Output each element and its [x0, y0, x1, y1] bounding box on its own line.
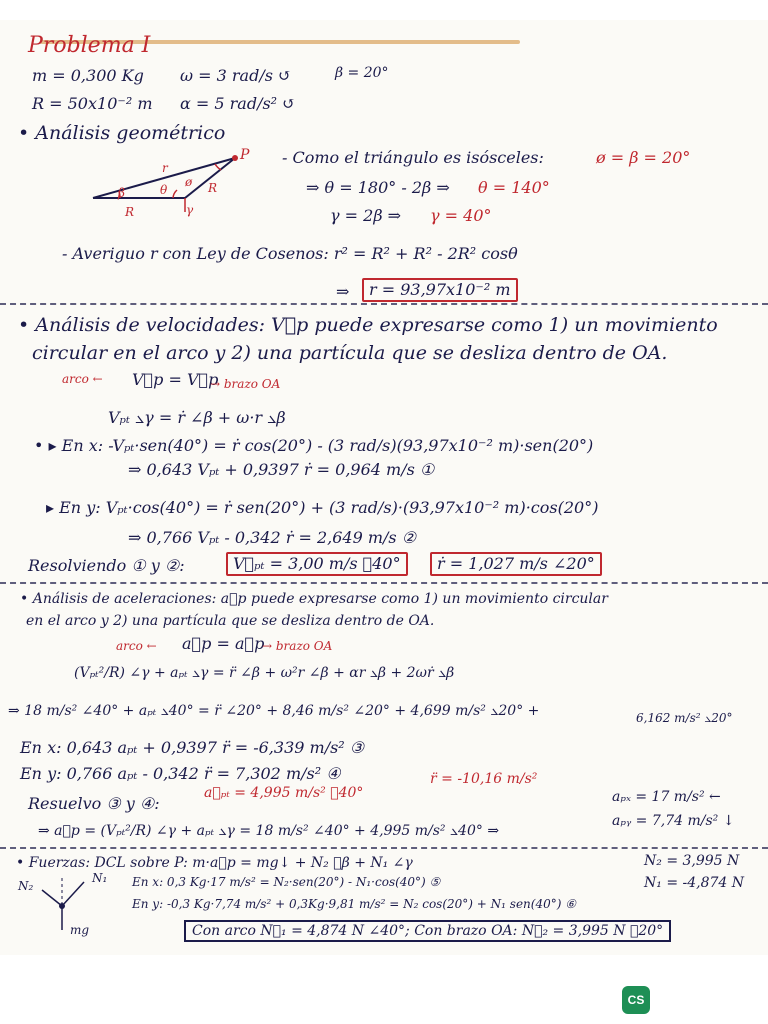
- n2-value: N₂ = 3,995 N: [644, 853, 740, 869]
- acceleration-numeric-eq: ⇒ 18 m/s² ∠40° + aₚₜ ⦣40° = r̈ ∠20° + 8,46 m/s² ∠20° + 4,699 m/s² ⦣20° +: [8, 703, 540, 719]
- given-mass: m = 0,300 Kg: [32, 66, 144, 85]
- r-result-arrow: ⇒: [336, 282, 350, 301]
- geometric-heading: • Análisis geométrico: [18, 122, 226, 144]
- rddot-result: r̈ = -10,16 m/s²: [430, 771, 538, 787]
- given-omega: ω = 3 rad/s ↺: [180, 66, 292, 85]
- velocity-heading-line2: circular en el arco y 2) una partícula que se desliza dentro de OA.: [32, 342, 668, 364]
- acceleration-total-eq: ⇒ a⃗p = (Vₚₜ²/R) ∠γ + aₚₜ ⦣γ = 18 m/s² ∠40° + 4,995 m/s² ⦣40° ⇒: [38, 823, 500, 839]
- coriolis-value: 6,162 m/s² ⦣20°: [636, 711, 733, 725]
- ap-y-component: aₚᵧ = 7,74 m/s² ↓: [612, 813, 735, 829]
- acceleration-y-eq: En y: 0,766 aₚₜ - 0,342 r̈ = 7,302 m/s² ④: [20, 764, 341, 783]
- velocity-y-simplified: ⇒ 0,766 Vₚₜ - 0,342 ṙ = 2,649 m/s ②: [128, 528, 417, 547]
- side-r-big-label: R: [208, 181, 218, 195]
- side-r-label: r: [162, 161, 168, 175]
- phi-equals-beta: ø = β = 20°: [596, 148, 691, 167]
- velocity-heading-line1: • Análisis de velocidades: V⃗p puede expresarse como 1) un movimiento: [18, 314, 718, 336]
- section-divider: [0, 582, 768, 584]
- brazo-label: → brazo OA: [210, 377, 281, 391]
- point-p-label: P: [240, 147, 250, 163]
- theta-result: θ = 140°: [478, 178, 550, 197]
- problem-title: Problema I: [28, 33, 151, 58]
- acceleration-x-eq: En x: 0,643 aₚₜ + 0,9397 r̈ = -6,339 m/s² ③: [20, 738, 365, 757]
- given-beta: β = 20°: [335, 65, 389, 81]
- angle-gamma-label: γ: [186, 203, 194, 217]
- angle-theta-label: θ: [160, 183, 168, 197]
- velocity-x-eq: • ▸ En x: -Vₚₜ·sen(40°) = ṙ cos(20°) - (3 rad/s)(93,97x10⁻² m)·sen(20°): [34, 436, 594, 455]
- velocity-split-eq: V⃗p = V⃗p: [132, 370, 219, 389]
- section-divider: [0, 303, 768, 305]
- forces-heading: • Fuerzas: DCL sobre P: m·a⃗p = mg↓ + N₂ ⦣β + N₁ ∠γ: [16, 855, 413, 871]
- given-alpha: α = 5 rad/s² ↺: [180, 94, 296, 113]
- angle-phi-label: ø: [185, 175, 193, 189]
- velocity-y-eq: ▸ En y: Vₚₜ·cos(40°) = ṙ sen(20°) + (3 rad/s)·(93,97x10⁻² m)·cos(20°): [46, 498, 599, 517]
- gamma-equation: γ = 2β ⇒: [330, 206, 402, 225]
- acceleration-vector-eq: (Vₚₜ²/R) ∠γ + aₚₜ ⦣γ = r̈ ∠β + ω²r ∠β + αr ⦣β + 2ωṙ ⦣β: [74, 665, 455, 681]
- solving-label: Resolviendo ① y ②:: [28, 556, 185, 575]
- camscanner-logo: CS: [622, 986, 650, 1014]
- vpt-result-box: V⃗ₚₜ = 3,00 m/s ⦣40°: [226, 552, 408, 576]
- dcl-mg-label: mg: [70, 923, 90, 937]
- arco-label: arco ←: [62, 372, 103, 386]
- cosine-law-text: - Averiguo r con Ley de Cosenos: r² = R² + R² - 2R² cosθ: [62, 244, 518, 263]
- acceleration-heading-line2: en el arco y 2) una partícula que se desliza dentro de OA.: [26, 613, 435, 629]
- given-radius: R = 50x10⁻² m: [32, 94, 153, 113]
- rdot-result-box: ṙ = 1,027 m/s ∠20°: [430, 552, 602, 576]
- dcl-n2-label: N₂: [18, 879, 34, 893]
- acceleration-heading-line1: • Análisis de aceleraciones: a⃗p puede expresarse como 1) un movimiento circular: [20, 591, 608, 607]
- solve-label: Resuelvo ③ y ④:: [28, 794, 160, 813]
- forces-x-eq: En x: 0,3 Kg·17 m/s² = N₂·sen(20°) - N₁·cos(40°) ⑤: [132, 875, 441, 889]
- theta-equation: ⇒ θ = 180° - 2β ⇒: [306, 178, 450, 197]
- apt-result: a⃗ₚₜ = 4,995 m/s² ⦣40°: [204, 785, 364, 801]
- velocity-x-simplified: ⇒ 0,643 Vₚₜ + 0,9397 ṙ = 0,964 m/s ①: [128, 460, 435, 479]
- isosceles-text: - Como el triángulo es isósceles:: [282, 148, 544, 167]
- forces-y-eq: En y: -0,3 Kg·7,74 m/s² + 0,3Kg·9,81 m/s² = N₂ cos(20°) + N₁ sen(40°) ⑥: [132, 897, 576, 911]
- gamma-result: γ = 40°: [430, 206, 492, 225]
- ap-x-component: aₚₓ = 17 m/s² ←: [612, 789, 721, 805]
- brazo-label: → brazo OA: [262, 639, 333, 653]
- base-r-label: R: [125, 205, 135, 219]
- triangle-diagram: [85, 148, 255, 218]
- angle-beta-label: β: [118, 186, 125, 200]
- arco-label: arco ←: [116, 639, 157, 653]
- dcl-n1-label: N₁: [92, 871, 108, 885]
- n1-value: N₁ = -4,874 N: [644, 875, 745, 891]
- final-forces-box: Con arco N⃗₁ = 4,874 N ∠40°; Con brazo OA: N⃗₂ = 3,995 N ⦣20°: [184, 920, 671, 942]
- velocity-vector-eq: Vₚₜ ⦣γ = ṙ ∠β + ω·r ⦣β: [108, 408, 286, 427]
- acceleration-split-eq: a⃗p = a⃗p: [182, 634, 265, 653]
- section-divider: [0, 847, 768, 849]
- r-result-box: r = 93,97x10⁻² m: [362, 278, 518, 302]
